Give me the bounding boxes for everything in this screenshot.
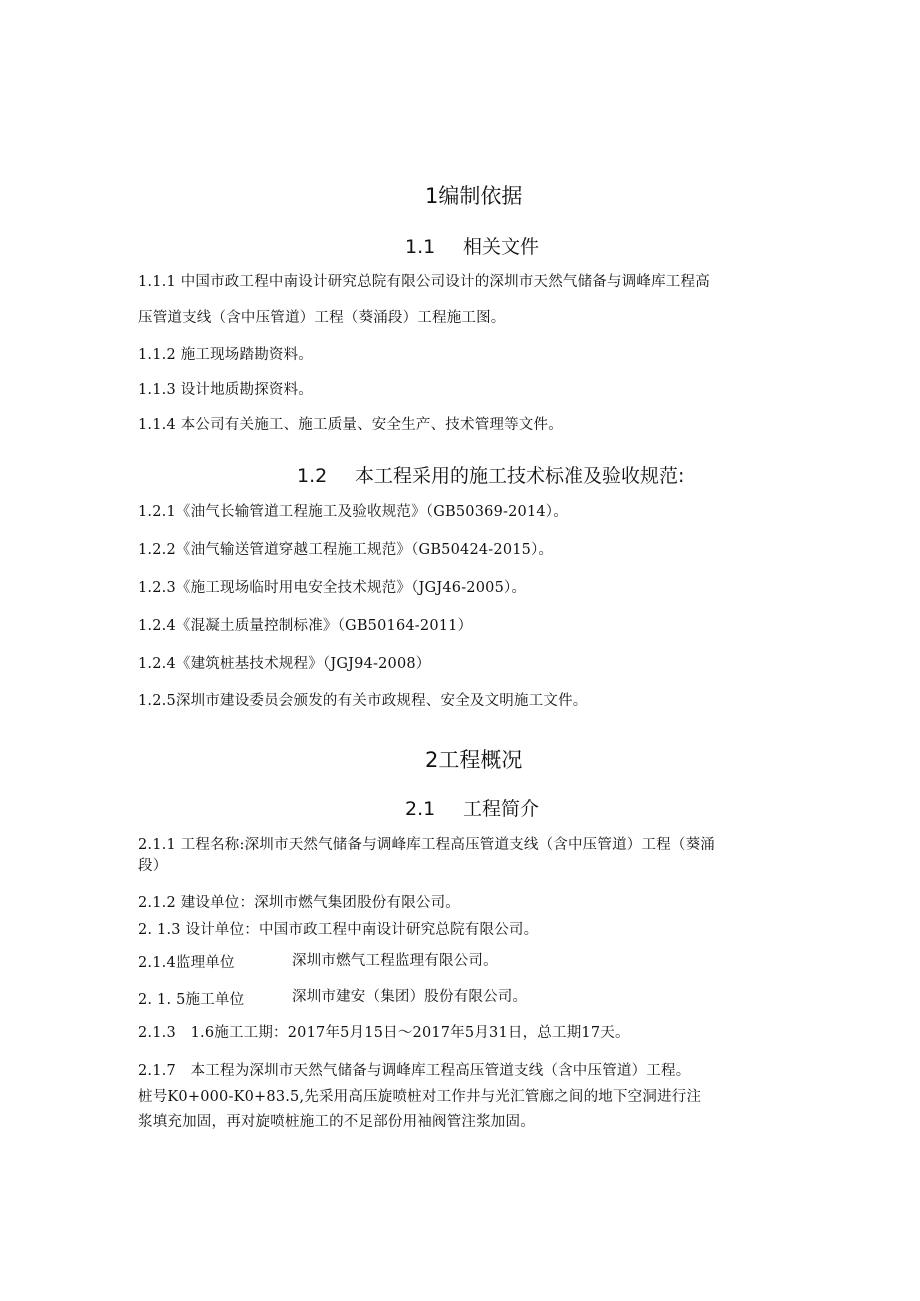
subsection-title: 工程简介 (463, 798, 540, 820)
paragraph-line: 1.1.4 本公司有关施工、施工质量、安全生产、技术管理等文件。 (138, 417, 563, 433)
paragraph-value: 深圳市燃气工程监理有限公司。 (292, 953, 498, 969)
subsection-number: 1.1 (405, 236, 436, 258)
section-2-heading: 2工程概况 (425, 748, 523, 772)
paragraph-line: 1.2.3《施工现场临时用电安全技术规范》（JGJ46-2005）。 (138, 580, 527, 596)
paragraph-value: 深圳市建安（集团）股份有限公司。 (292, 989, 528, 1005)
section-1-heading: 1编制依据 (425, 184, 523, 208)
subsection-1-2-heading (297, 461, 684, 488)
paragraph-line: 2.1.3 1.6施工工期：2017年5月15日～2017年5月31日，总工期17天。 (138, 1025, 630, 1041)
paragraph-line: 1.1.3 设计地质勘探资料。 (138, 382, 314, 398)
paragraph-line: 2. 1.3 设计单位：中国市政工程中南设计研究总院有限公司。 (138, 922, 539, 938)
subsection-number: 1.2 (297, 465, 328, 487)
paragraph-label: 2. 1. 5施工单位 (138, 992, 245, 1008)
paragraph-line: 2.1.1 工程名称:深圳市天然气储备与调峰库工程高压管道支线（含中压管道）工程（葵涌 (138, 837, 715, 853)
paragraph-line: 1.2.2《油气输送管道穿越工程施工规范》（GB50424-2015）。 (138, 542, 554, 558)
subsection-2-1-heading (405, 794, 539, 821)
paragraph-label: 2.1.4监理单位 (138, 955, 235, 971)
paragraph-line: 压管道支线（含中压管道）工程（葵涌段）工程施工图。 (138, 310, 506, 326)
paragraph-line: 1.2.5深圳市建设委员会颁发的有关市政规程、安全及文明施工文件。 (138, 693, 588, 709)
paragraph-line: 2.1.7 本工程为深圳市天然气储备与调峰库工程高压管道支线（含中压管道）工程。 (138, 1063, 691, 1079)
paragraph-line: 1.1.2 施工现场踏勘资料。 (138, 347, 314, 363)
subsection-title: 本工程采用的施工技术标准及验收规范: (355, 465, 685, 487)
paragraph-line: 1.2.1《油气长输管道工程施工及验收规范》（GB50369-2014）。 (138, 504, 568, 520)
paragraph-line: 1.1.1 中国市政工程中南设计研究总院有限公司设计的深圳市天然气储备与调峰库工程高 (138, 274, 710, 290)
subsection-title: 相关文件 (463, 236, 540, 258)
paragraph-line: 桩号K0+000-K0+83.5,先采用高压旋喷桩对工作井与光汇管廊之间的地下空洞进行注 (138, 1089, 702, 1105)
subsection-1-1-heading (405, 232, 539, 259)
paragraph-line: 1.2.4《建筑桩基技术规程》（JGJ94-2008） (138, 656, 431, 672)
paragraph-line: 1.2.4《混凝土质量控制标准》（GB50164-2011） (138, 618, 473, 634)
paragraph-line: 段） (138, 858, 168, 874)
subsection-number: 2.1 (405, 798, 436, 820)
paragraph-line: 浆填充加固，再对旋喷桩施工的不足部份用袖阀管注浆加固。 (138, 1114, 535, 1130)
paragraph-line: 2.1.2 建设单位：深圳市燃气集团股份有限公司。 (138, 895, 461, 911)
